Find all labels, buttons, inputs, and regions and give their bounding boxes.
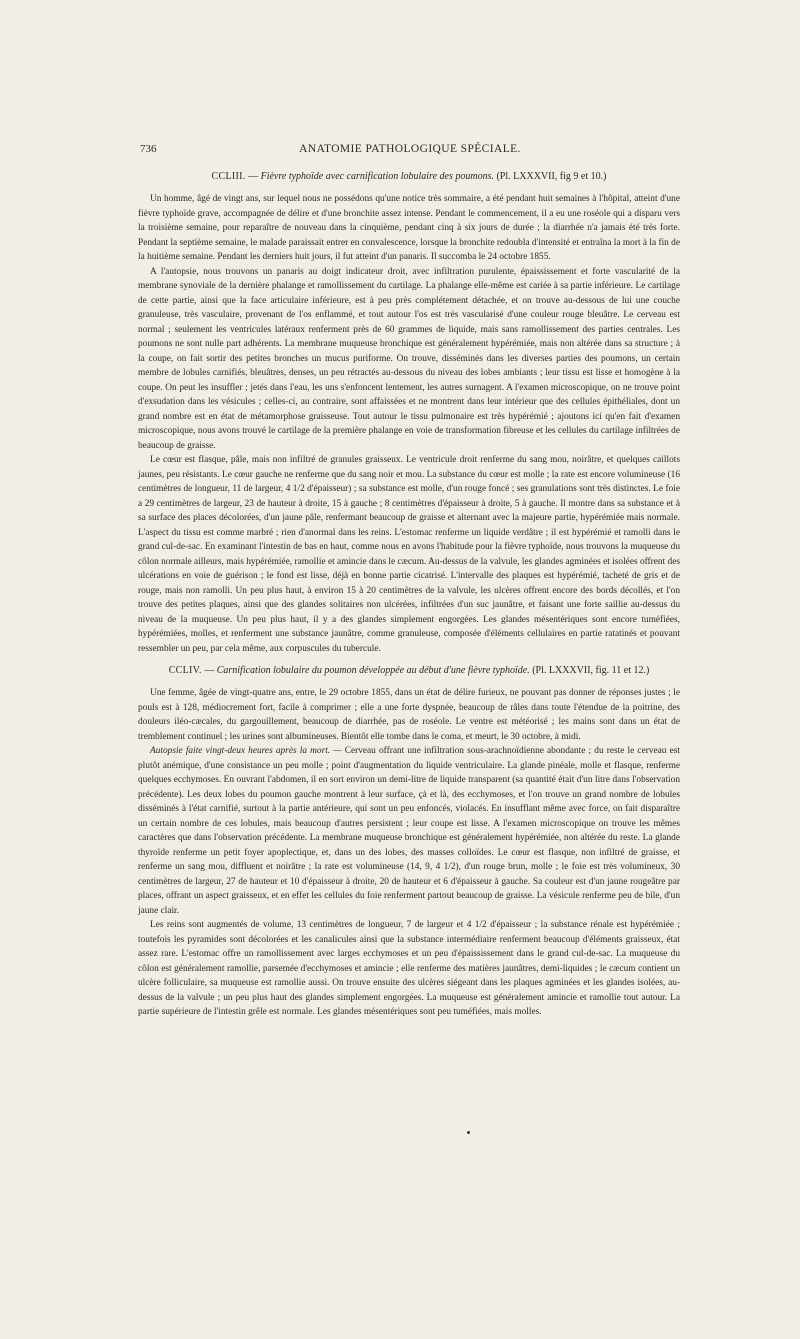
case-number: CCLIII.	[211, 171, 246, 182]
page-number: 736	[140, 143, 157, 155]
paragraph: A l'autopsie, nous trouvons un panaris au doigt indicateur droit, avec infiltration purulente, épaississement et forte vascularité de la membrane synoviale de la dernière phalange et ramollissement du cartilage. La phalange elle-même est cariée à sa partie inférieure. Le cartilage de cette partie, ainsi que la face articulaire inférieure, est à peu près complétement détachée, et on trouve au-dessous de lui une couche granuleuse, très vasculaire, provenant de l'os enflammé, et tout autour l'os est très vascularisé d'une couleur rouge bleuâtre. Le cerveau est normal ; seulement les ventricules latéraux renferment près de 60 grammes de liquide, mais sans ramollissement des parties centrales. Les poumons ne sont nulle part adhérents. La membrane muqueuse bronchique est généralement hypérémiée, mais non altérée dans sa structure ; à la coupe, on fait sortir des petites bronches un mucus puriforme. On trouve, disséminés dans les diverses parties des poumons, un certain membre de lobules carnifiés, bleuâtres, denses, un peu rétractés au-dessous du niveau des lobes ambiants ; leur tissu est lisse et homogène à la coupe. On peut les insuffler ; jetés dans l'eau, les uns s'enfoncent lentement, les autres surnagent. A l'examen microscopique, on ne trouve point d'exsudation dans les vésicules ; celles-ci, au contraire, sont affaissées et ne montrent dans leur intérieur que des cellules épithéliales, dont un grand nombre est en état de métamorphose graisseuse. Tout autour le tissu pulmonaire est très hypérémié ; ajoutons ici qu'en fait d'examen microscopique, nous avons trouvé le cartilage de la première phalange en voie de transformation fibreuse et les cellules du cartilage infiltrées de beaucoup de graisse.	[138, 266, 680, 451]
lead-phrase: Autopsie faite vingt-deux heures après la mort. —	[150, 746, 342, 756]
paragraph: Le cœur est flasque, pâle, mais non infiltré de granules graisseux. Le ventricule droit renferme du sang mou, noirâtre, et quelques caillots jaunes, peu résistants. Le cœur gauche ne renferme que du sang noir et mou. La substance du cœur est molle ; la rate est encore volumineuse (16 centimètres de longueur, 11 de largeur, 4 1/2 d'épaisseur) ; sa substance est molle, d'un rouge foncé ; ses granulations sont très distinctes. Le foie a 29 centimètres de largeur, 23 de hauteur à droite, 15 à gauche ; 8 centimètres d'épaisseur à droite, 5 à gauche. Il montre dans sa substance et à sa surface des places décolorées, d'un jaune pâle, renfermant beaucoup de graisse et alternant avec la majeure partie, hypérémiée mais normale. L'aspect du tissu est comme marbré ; rien d'anormal dans les reins. L'estomac renferme un liquide verdâtre ; il est hypérémié et ramolli dans le grand cul-de-sac. En examinant l'intestin de bas en haut, comme nous en avons l'habitude pour la fièvre typhoïde, nous trouvons la muqueuse du côlon normale ailleurs, mais hypérémiée, ramollie et amincie dans le cæcum. Au-dessus de la valvule, les glandes agminées et isolées offrent des ulcérations en voie de guérison ; le fond est lisse, déjà en bonne partie cicatrisé. L'intervalle des plaques est hypérémié, tacheté de gris et de rouge, mais non ramolli. Un peu plus haut, à environ 15 à 20 centimètres de la valvule, les ulcères offrent encore des bords décollés, et l'on trouve des petites plaques, ainsi que des glandes solitaires non ulcérées, infiltrées d'un suc jaunâtre, et faisant une forte saillie au-dessus du niveau de la muqueuse. Un peu plus haut, il y a des glandes simplement engorgées. Les glandes mésentériques sont encore tuméfiées, hypérémiées, molles, et renferment une substance jaunâtre, comme granuleuse, composée d'éléments cellulaires en partie ratatinés et pouvant ressembler un peu, par cela même, aux corpuscules du tubercule.	[138, 455, 680, 654]
plate-reference: (Pl. LXXXVII, fig 9 et 10.)	[496, 171, 607, 182]
paragraph: Une femme, âgée de vingt-quatre ans, entre, le 29 octobre 1855, dans un état de délire furieux, ne pouvant pas donner de réponses justes ; le pouls est à 128, médiocrement fort, facile à comprimer ; elle a une forte dyspnée, beaucoup de râles dans toute l'étendue de la poitrine, des douleurs iléo-cæcales, du gargouillement, beaucoup de diarrhée, pas de roséole. Le ventre est météorisé ; les mains sont dans un état de tremblement continuel ; les urines sont albumineuses. Bientôt elle tombe dans le coma, et meurt, le 30 octobre, à midi.	[138, 688, 680, 742]
paragraph: Un homme, âgé de vingt ans, sur lequel nous ne possédons qu'une notice très sommaire, a été pendant huit semaines à l'hôpital, atteint d'une fièvre typhoïde grave, accompagnée de délire et d'une bronchite assez intense. Pendant le commencement, il a eu une roséole qui a disparu vers la troisième semaine, pour reparaître de nouveau dans la cinquième, pendant cinq à six jours de durée ; la diarrhée n'a jamais été très forte. Pendant la septième semaine, le malade paraissait entrer en convalescence, lorsque la bronchite redoubla d'intensité et entraîna la mort à la fin de la huitième semaine. Pendant les derniers huit jours, il fut atteint d'un panaris. Il succomba le 24 octobre 1855.	[138, 194, 680, 262]
ink-speck	[467, 1131, 470, 1134]
plate-reference: (Pl. LXXXVII, fig. 11 et 12.)	[532, 665, 650, 676]
paragraph-autopsy	[138, 744, 680, 918]
page-content	[138, 170, 680, 1020]
case-title: Fièvre typhoïde avec carnification lobulaire des poumons.	[260, 171, 494, 182]
paragraph-text: Cerveau offrant une infiltration sous-arachnoïdienne abondante ; du reste le cerveau est plutôt anémique, d'une consistance un peu molle ; point d'augmentation du liquide ventriculaire. La glande pinéale, molle et flasque, renferme quelques ecchymoses. En ouvrant l'abdomen, il en sort environ un demi-litre de liquide transparent (sa quantité était d'un litre dans l'observation précédente). Les deux lobes du poumon gauche montrent à leur surface, çà et là, des ecchymoses, et l'on trouve un grand nombre de lobules disséminés à l'état carnifié, surtout à la partie antérieure, qui sont un peu enfoncés, violacés. En insufflant même avec force, on fait disparaître un certain nombre de ces lobules, mais beaucoup d'autres persistent ; leur coupe est lisse. A l'examen microscopique on trouve les mêmes caractères que dans l'observation précédente. La membrane muqueuse bronchique est généralement hypérémiée, non altérée du reste. La glande thyroïde renferme un petit foyer apoplectique, et, dans un des lobes, des masses colloïdes. Le cœur est flasque, non infiltré de graisse, et renferme un sang mou, diffluent et noirâtre ; la rate est volumineuse (14, 9, 4 1/2), d'un rouge brun, molle ; le foie est très volumineux, 30 centimètres de largeur, 27 de hauteur et 10 d'épaisseur à droite, 20 de hauteur et 6 d'épaisseur à gauche. Sa couleur est d'un jaune rougeâtre par places, offrant un aspect graisseux, et en effet les cellules du foie renferment partout beaucoup de graisse. La vésicule renferme peu de bile, d'un jaune clair.	[138, 746, 680, 916]
running-head	[140, 143, 680, 159]
case-number: CCLIV.	[168, 665, 202, 676]
case-heading-ccliv: CCLIV. — Carnification lobulaire du poumon développée au début d'une fièvre typhoïde. (Pl. LXXXVII, fig. 11 et 12.)	[168, 665, 650, 676]
case-title: Carnification lobulaire du poumon développée au début d'une fièvre typhoïde.	[216, 665, 530, 676]
running-title: ANATOMIE PATHOLOGIQUE SPÉCIALE.	[299, 143, 521, 155]
paragraph: Les reins sont augmentés de volume, 13 centimètres de longueur, 7 de largeur et 4 1/2 d'épaisseur ; la substance rénale est hypérémiée ; toutefois les pyramides sont décolorées et les canalicules ainsi que la substance intermédiaire renferment beaucoup d'éléments graisseux, état assez rare. L'estomac offre un ramollissement avec larges ecchymoses et un peu d'épaississement dans le grand cul-de-sac. La muqueuse du côlon est généralement ramollie, parsemée d'ecchymoses et amincie ; elle renferme des matières jaunâtres, demi-liquides ; le cæcum contient un ulcère folliculaire, sa muqueuse est ramollie aussi. On trouve ensuite des ulcères siégeant dans les plaques agminées et les glandes isolées, au-dessus de la valvule ; un peu plus haut des glandes simplement engorgées. La muqueuse est généralement amincie et ramollie tout autour. La partie supérieure de l'intestin grêle est normale. Les glandes mésentériques sont peu tuméfiées, mais molles.	[138, 920, 680, 1017]
case-heading-ccliii: CCLIII. — Fièvre typhoïde avec carnification lobulaire des poumons. (Pl. LXXXVII, fig 9 et 10.)	[211, 171, 607, 182]
